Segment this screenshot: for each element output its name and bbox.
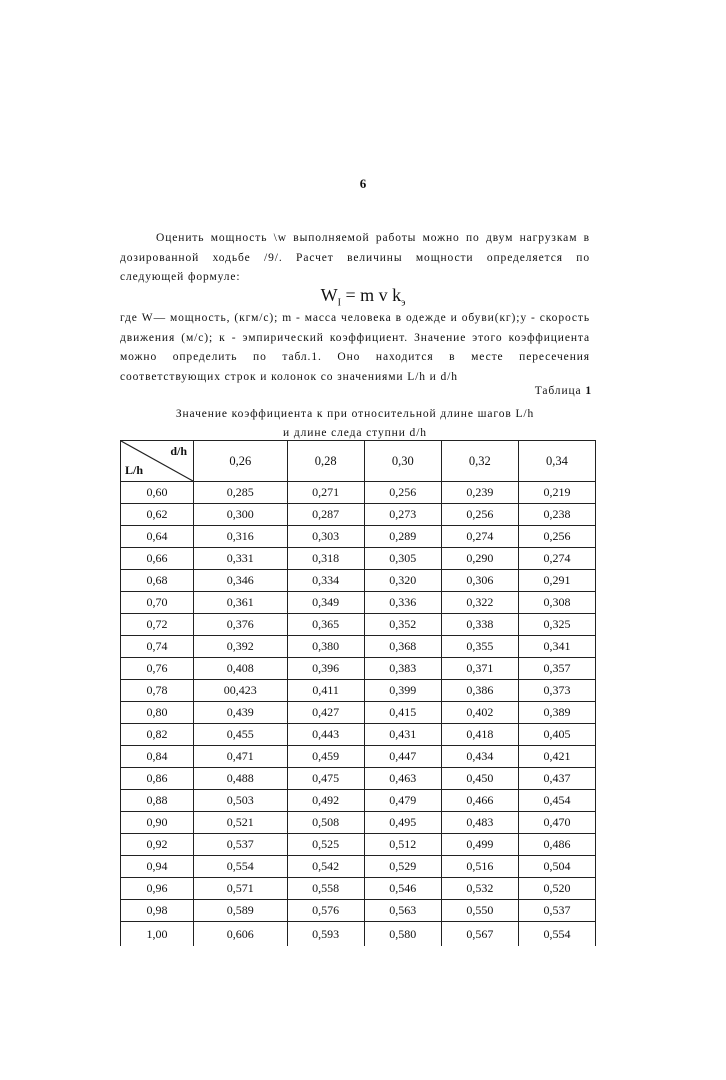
table-number: 1: [585, 385, 592, 397]
table-title-line2: и длине следа ступни d/h: [283, 427, 427, 439]
page-number: 6: [359, 176, 367, 191]
table-cell: 0,306: [441, 570, 518, 592]
table-caption-label: [380, 385, 592, 397]
row-header-cell: 0,76: [121, 658, 194, 680]
table-cell: 0,521: [194, 812, 288, 834]
row-header-cell: 0,60: [121, 482, 194, 504]
table-cell: 0,256: [441, 504, 518, 526]
row-header-cell: 0,92: [121, 834, 194, 856]
table-row: [121, 636, 596, 658]
table-cell: 0,346: [194, 570, 288, 592]
corner-label-dh: d/h: [170, 444, 187, 458]
table-cell: 0,447: [364, 746, 441, 768]
table-row: [121, 614, 596, 636]
table-cell: 0,373: [518, 680, 595, 702]
power-formula: [0, 285, 726, 309]
table-cell: 0,466: [441, 790, 518, 812]
corner-cell: [121, 441, 194, 482]
table-cell: 0,273: [364, 504, 441, 526]
row-header-cell: 0,94: [121, 856, 194, 878]
column-header: 0,32: [441, 441, 518, 482]
row-header-cell: 0,86: [121, 768, 194, 790]
table-cell: 0,389: [518, 702, 595, 724]
table-cell: 0,546: [364, 878, 441, 900]
table-cell: 0,516: [441, 856, 518, 878]
table-row: [121, 702, 596, 724]
row-header-cell: 0,66: [121, 548, 194, 570]
table-cell: 0,525: [287, 834, 364, 856]
table-cell: 0,471: [194, 746, 288, 768]
table-cell: 0,408: [194, 658, 288, 680]
table-cell: 0,512: [364, 834, 441, 856]
table-cell: 0,386: [441, 680, 518, 702]
table-cell: 0,396: [287, 658, 364, 680]
table-row: [121, 548, 596, 570]
corner-label-lh: L/h: [125, 463, 144, 477]
table-row: [121, 768, 596, 790]
table-cell: 0,368: [364, 636, 441, 658]
table-row: [121, 746, 596, 768]
table-cell: 0,437: [518, 768, 595, 790]
table-cell: 0,271: [287, 482, 364, 504]
table-cell: 0,439: [194, 702, 288, 724]
table-cell: 0,483: [441, 812, 518, 834]
row-header-cell: 0,98: [121, 900, 194, 922]
table-cell: 0,355: [441, 636, 518, 658]
table-label: Таблица: [534, 385, 582, 397]
table-row: [121, 922, 596, 947]
table-row: [121, 856, 596, 878]
table-cell: 0,492: [287, 790, 364, 812]
table-title: [120, 405, 590, 443]
table-cell: 0,352: [364, 614, 441, 636]
table-cell: 0,418: [441, 724, 518, 746]
table-cell: 0,322: [441, 592, 518, 614]
formula-lhs: W: [320, 285, 338, 305]
table-body: [121, 482, 596, 947]
table-cell: 0,537: [194, 834, 288, 856]
table-cell: 0,576: [287, 900, 364, 922]
formula-lhs-sub: I: [337, 297, 341, 309]
table-cell: 0,470: [518, 812, 595, 834]
table-cell: 0,415: [364, 702, 441, 724]
formula-rhs-sub: э: [401, 297, 406, 309]
row-header-cell: 0,88: [121, 790, 194, 812]
row-header-cell: 0,84: [121, 746, 194, 768]
table-row: [121, 570, 596, 592]
table-cell: 0,508: [287, 812, 364, 834]
table-cell: 0,325: [518, 614, 595, 636]
table-cell: 0,593: [287, 922, 364, 947]
table-cell: 0,434: [441, 746, 518, 768]
table-cell: 0,499: [441, 834, 518, 856]
table-cell: 0,238: [518, 504, 595, 526]
table-cell: 0,349: [287, 592, 364, 614]
table-cell: 0,291: [518, 570, 595, 592]
table-cell: 0,331: [194, 548, 288, 570]
table-cell: 0,427: [287, 702, 364, 724]
table-cell: 0,285: [194, 482, 288, 504]
table-row: [121, 878, 596, 900]
table-cell: 0,300: [194, 504, 288, 526]
table-cell: 0,318: [287, 548, 364, 570]
column-header: 0,28: [287, 441, 364, 482]
table-cell: 0,479: [364, 790, 441, 812]
table-cell: 0,411: [287, 680, 364, 702]
row-header-cell: 1,00: [121, 922, 194, 947]
table-cell: 0,341: [518, 636, 595, 658]
table-row: [121, 812, 596, 834]
table-cell: 0,256: [518, 526, 595, 548]
table-cell: 0,459: [287, 746, 364, 768]
table-cell: 0,532: [441, 878, 518, 900]
table-cell: 0,580: [364, 922, 441, 947]
table-cell: 0,334: [287, 570, 364, 592]
table-cell: 0,316: [194, 526, 288, 548]
column-header: 0,30: [364, 441, 441, 482]
table-cell: 0,320: [364, 570, 441, 592]
table-cell: 0,431: [364, 724, 441, 746]
table-cell: 0,554: [518, 922, 595, 947]
table-cell: 0,361: [194, 592, 288, 614]
table-row: [121, 592, 596, 614]
column-header: 0,34: [518, 441, 595, 482]
table-row: [121, 482, 596, 504]
table-cell: 0,554: [194, 856, 288, 878]
table-cell: 0,239: [441, 482, 518, 504]
table-cell: 0,504: [518, 856, 595, 878]
row-header-cell: 0,62: [121, 504, 194, 526]
table-cell: 0,606: [194, 922, 288, 947]
row-header-cell: 0,74: [121, 636, 194, 658]
row-header-cell: 0,72: [121, 614, 194, 636]
table-cell: 0,488: [194, 768, 288, 790]
table-cell: 0,371: [441, 658, 518, 680]
table-cell: 0,402: [441, 702, 518, 724]
table-cell: 0,274: [441, 526, 518, 548]
row-header-cell: 0,70: [121, 592, 194, 614]
table-cell: 0,357: [518, 658, 595, 680]
row-header-cell: 0,68: [121, 570, 194, 592]
table-cell: 0,520: [518, 878, 595, 900]
table-cell: 0,274: [518, 548, 595, 570]
row-header-cell: 0,80: [121, 702, 194, 724]
table-cell: 0,443: [287, 724, 364, 746]
table-cell: 0,495: [364, 812, 441, 834]
table-cell: 0,289: [364, 526, 441, 548]
table-cell: 0,287: [287, 504, 364, 526]
coefficient-table: [120, 440, 596, 946]
table-title-line1: Значение коэффициента к при относительной длине шагов L/h: [175, 408, 535, 420]
table-row: [121, 790, 596, 812]
table-cell: 0,308: [518, 592, 595, 614]
table-row: [121, 504, 596, 526]
table-row: [121, 724, 596, 746]
table-cell: 0,256: [364, 482, 441, 504]
table-cell: 0,463: [364, 768, 441, 790]
column-header: 0,26: [194, 441, 288, 482]
table-cell: 0,486: [518, 834, 595, 856]
table-cell: 0,380: [287, 636, 364, 658]
table-row: [121, 834, 596, 856]
row-header-cell: 0,90: [121, 812, 194, 834]
table-cell: 0,571: [194, 878, 288, 900]
table-cell: 0,399: [364, 680, 441, 702]
table-cell: 0,405: [518, 724, 595, 746]
table-row: [121, 900, 596, 922]
table-cell: 0,529: [364, 856, 441, 878]
table-cell: 00,423: [194, 680, 288, 702]
table-cell: 0,563: [364, 900, 441, 922]
row-header-cell: 0,82: [121, 724, 194, 746]
table-cell: 0,376: [194, 614, 288, 636]
row-header-cell: 0,64: [121, 526, 194, 548]
table-cell: 0,219: [518, 482, 595, 504]
table-cell: 0,365: [287, 614, 364, 636]
table-cell: 0,383: [364, 658, 441, 680]
table-row: [121, 658, 596, 680]
table-cell: 0,450: [441, 768, 518, 790]
table-cell: 0,589: [194, 900, 288, 922]
table-cell: 0,567: [441, 922, 518, 947]
table-cell: 0,290: [441, 548, 518, 570]
table-cell: 0,503: [194, 790, 288, 812]
table-cell: 0,392: [194, 636, 288, 658]
table-row: [121, 526, 596, 548]
table-cell: 0,475: [287, 768, 364, 790]
table-cell: 0,537: [518, 900, 595, 922]
row-header-cell: 0,78: [121, 680, 194, 702]
table-cell: 0,550: [441, 900, 518, 922]
table-cell: 0,421: [518, 746, 595, 768]
table-cell: 0,338: [441, 614, 518, 636]
table-cell: 0,454: [518, 790, 595, 812]
row-header-cell: 0,96: [121, 878, 194, 900]
table-cell: 0,305: [364, 548, 441, 570]
table-cell: 0,455: [194, 724, 288, 746]
explanation-paragraph: где W— мощность, (кгм/с); m - масса человека в одежде и обуви(кг);у - скорость движения (м/с); к - эмпирический коэффициент. Значение этого коэффициента можно определить по табл.1. Оно находится в месте пересечения соответствующих строк и колонок со значениями L/h и d/h: [120, 312, 590, 383]
table-row: [121, 680, 596, 702]
table-cell: 0,542: [287, 856, 364, 878]
table-cell: 0,303: [287, 526, 364, 548]
intro-paragraph: Оценить мощность \w выполняемой работы можно по двум нагрузкам в дозированной ходьбе /9/. Расчет величины мощности определяется по следующей формуле:: [120, 232, 590, 283]
formula-rhs: = m v k: [345, 285, 402, 305]
table-cell: 0,336: [364, 592, 441, 614]
table-header-row: [121, 441, 596, 482]
table-cell: 0,558: [287, 878, 364, 900]
